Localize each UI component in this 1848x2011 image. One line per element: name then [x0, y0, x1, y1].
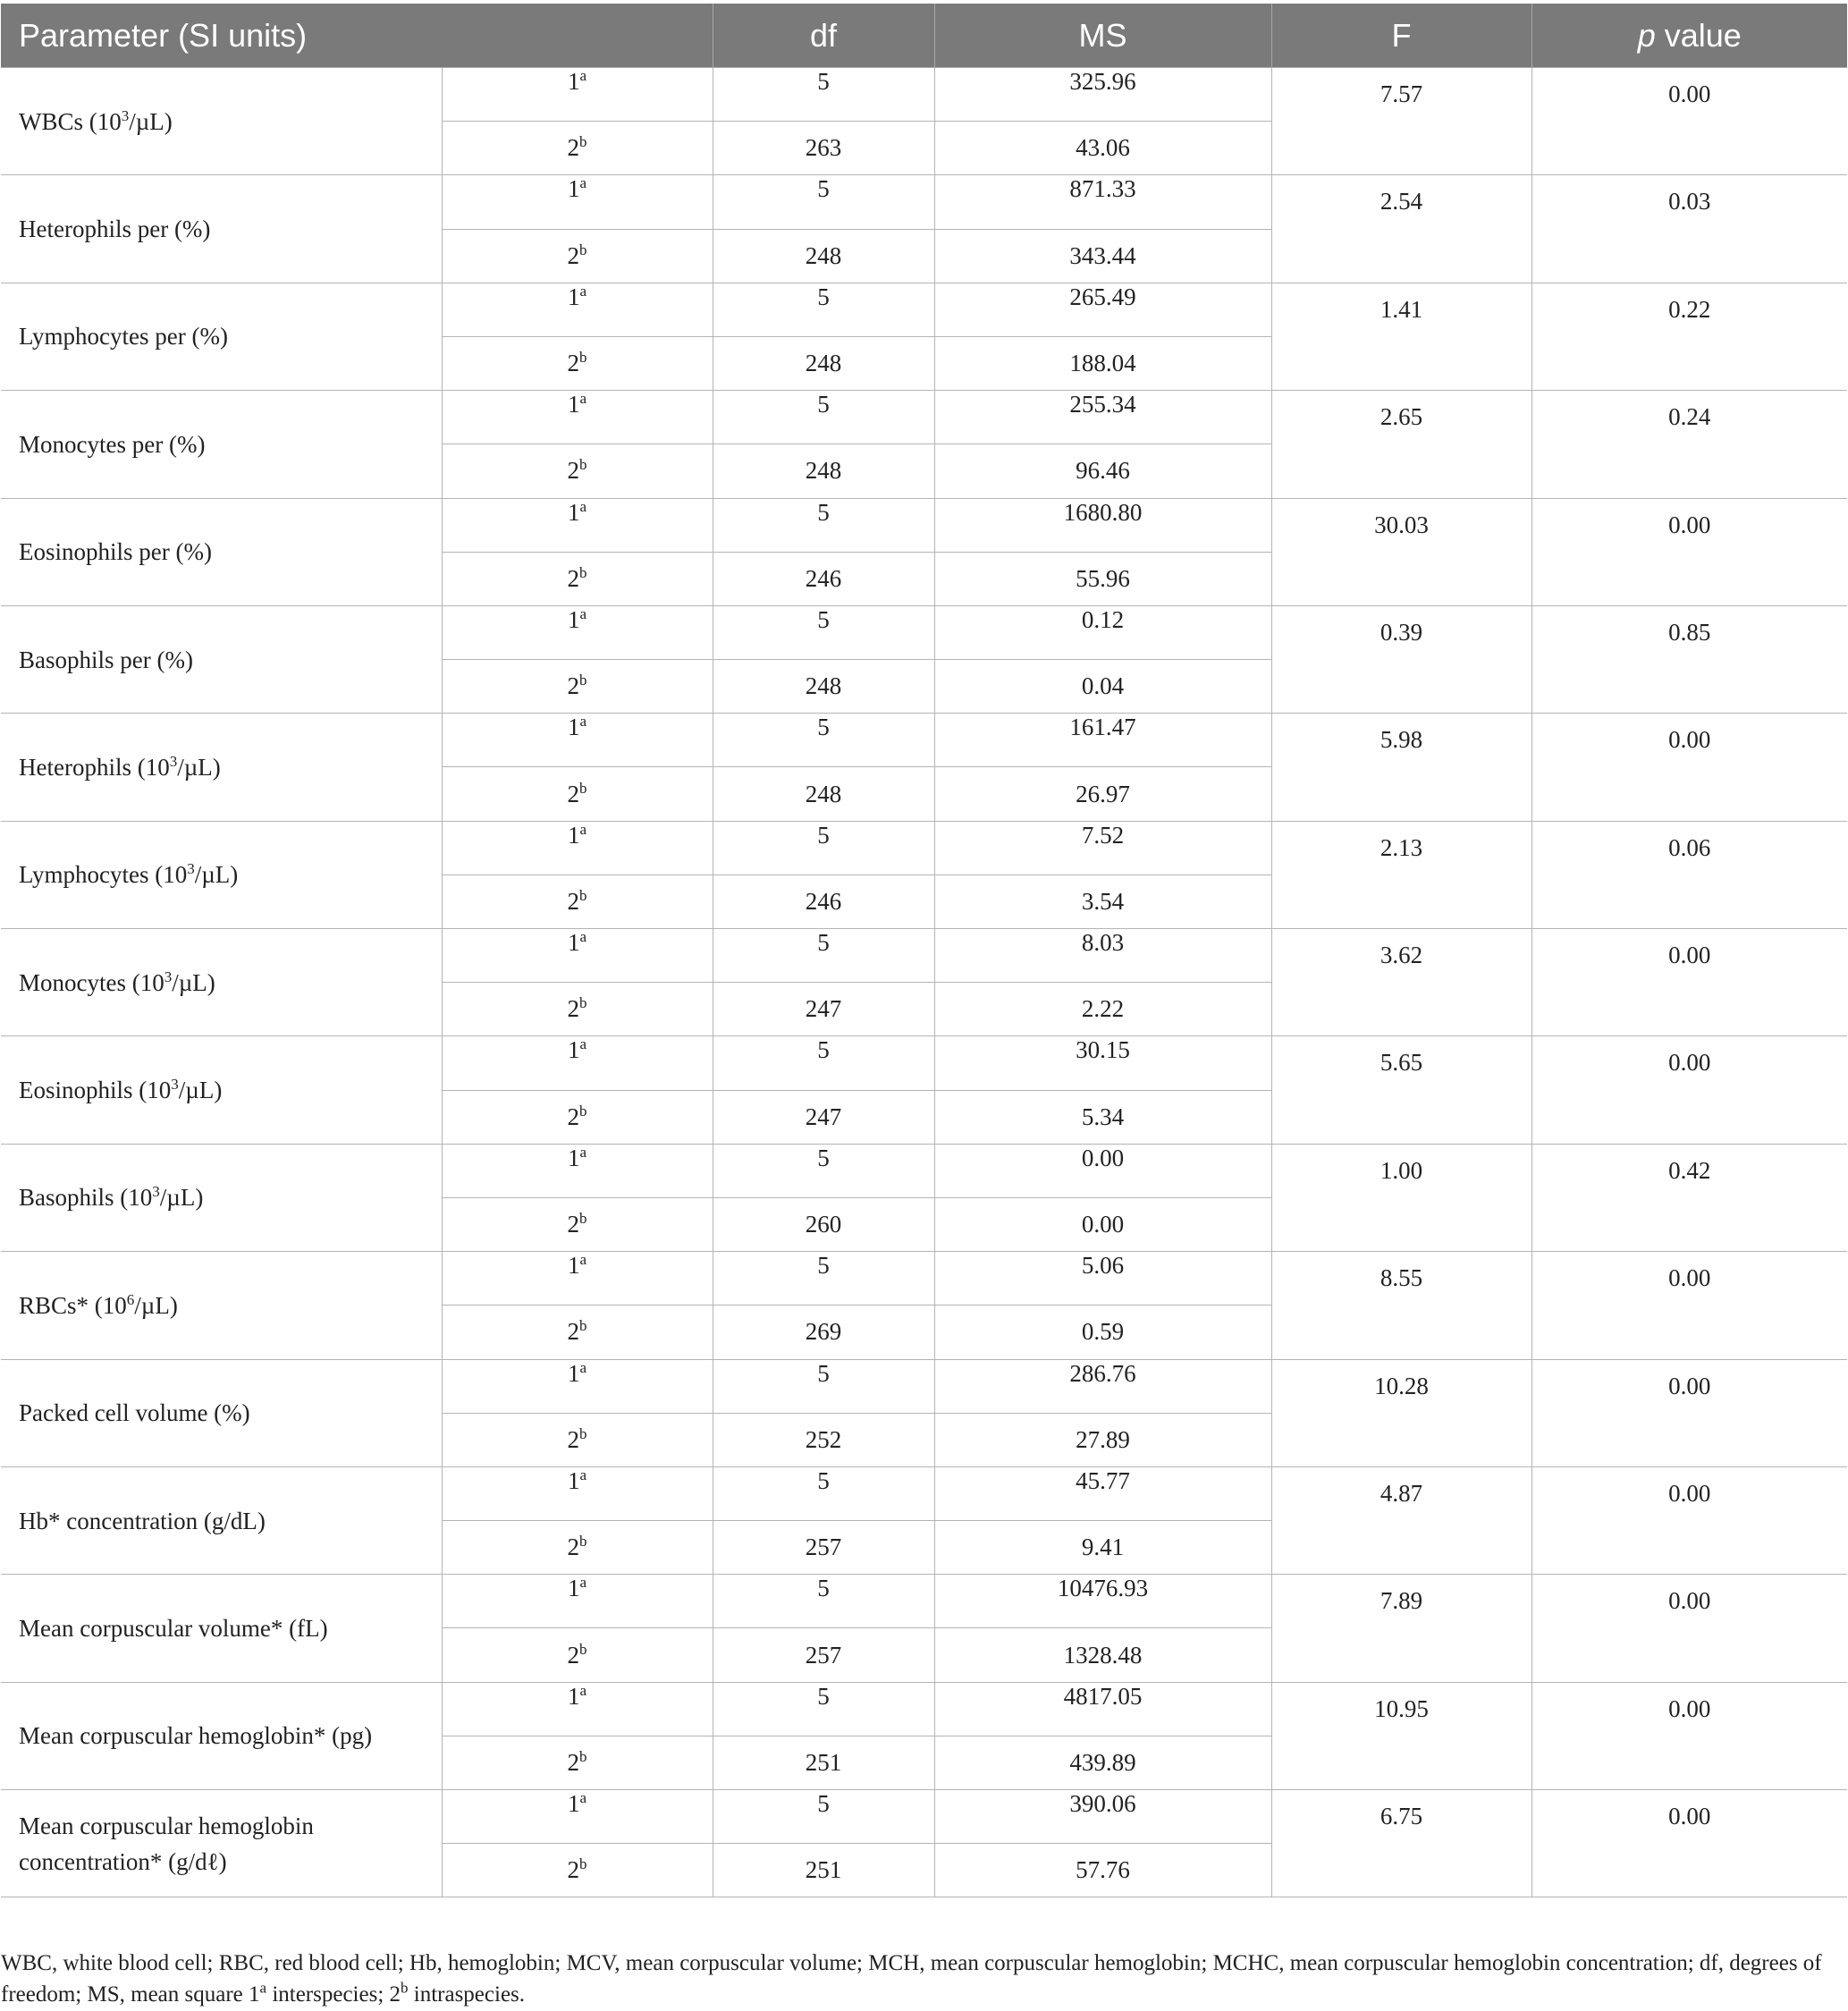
ms-cell: 871.33	[934, 175, 1271, 229]
ms-cell: 5.34	[934, 1090, 1271, 1144]
group-label-number: 2	[567, 887, 579, 915]
ms-cell: 26.97	[934, 767, 1271, 821]
table-row	[1, 1466, 1847, 1520]
group-label-cell	[442, 983, 713, 1036]
ms-cell: 255.34	[934, 391, 1271, 444]
parameter-cell	[1, 391, 442, 498]
ms-cell: 0.04	[934, 660, 1271, 714]
parameter-exponent: 3	[171, 1076, 179, 1094]
parameter-name: Heterophils per (%)	[19, 215, 211, 243]
group-label-cell	[442, 1036, 713, 1090]
group-label-cell	[442, 1682, 713, 1736]
df-cell: 260	[713, 1197, 934, 1251]
f-cell: 30.03	[1271, 498, 1532, 605]
group-label-number: 2	[567, 780, 579, 807]
df-cell: 248	[713, 660, 934, 714]
ms-cell: 43.06	[934, 122, 1271, 175]
f-cell: 0.39	[1271, 605, 1532, 713]
group-label-number: 1	[567, 1036, 580, 1064]
parameter-cell	[1, 498, 442, 605]
parameter-exponent: 3	[164, 967, 173, 985]
df-cell: 251	[713, 1844, 934, 1897]
p-value-cell: 0.42	[1532, 1144, 1847, 1251]
df-cell: 5	[713, 283, 934, 336]
group-label-sup: b	[579, 1102, 587, 1120]
parameter-name: Monocytes per (%)	[19, 430, 206, 458]
parameter-name: Heterophils (10	[19, 753, 170, 781]
anova-table	[1, 4, 1847, 1897]
ms-cell: 265.49	[934, 283, 1271, 336]
group-label-cell	[442, 444, 713, 498]
ms-cell: 96.46	[934, 444, 1271, 498]
parameter-unit: /µL)	[178, 1077, 223, 1104]
p-value-cell: 0.00	[1532, 498, 1847, 605]
group-label-cell	[442, 498, 713, 552]
group-label-cell	[442, 1197, 713, 1251]
df-cell: 246	[713, 552, 934, 605]
group-label-cell	[442, 1575, 713, 1628]
ms-cell: 0.00	[934, 1144, 1271, 1197]
group-label-number: 1	[567, 68, 580, 95]
group-label-number: 2	[567, 672, 579, 700]
df-cell: 5	[713, 1466, 934, 1520]
header-parameter: Parameter (SI units)	[1, 4, 713, 68]
header-p-value	[1532, 4, 1847, 68]
parameter-cell	[1, 283, 442, 390]
parameter-name: Mean corpuscular hemoglobin concentration* (g/dℓ)	[19, 1812, 314, 1875]
table-row	[1, 929, 1847, 983]
p-value-cell: 0.22	[1532, 283, 1847, 390]
parameter-cell	[1, 929, 442, 1036]
table-row	[1, 1144, 1847, 1197]
p-value-cell: 0.00	[1532, 1575, 1847, 1682]
group-label-number: 2	[567, 1211, 579, 1238]
parameter-cell	[1, 821, 442, 928]
group-label-sup: b	[579, 456, 587, 474]
group-label-sup: a	[579, 713, 587, 731]
table-row	[1, 1790, 1847, 1844]
table-row	[1, 68, 1847, 122]
group-label-cell	[442, 68, 713, 122]
parameter-cell	[1, 1036, 442, 1144]
parameter-name: RBCs* (10	[19, 1291, 127, 1319]
group-label-sup: b	[579, 1424, 587, 1442]
group-label-cell	[442, 1144, 713, 1197]
f-cell: 3.62	[1271, 929, 1532, 1036]
group-label-sup: a	[579, 390, 587, 408]
parameter-cell	[1, 1790, 442, 1897]
df-cell: 5	[713, 1682, 934, 1736]
parameter-unit: /µL)	[194, 861, 239, 889]
ms-cell: 0.12	[934, 605, 1271, 659]
df-cell: 247	[713, 983, 934, 1036]
group-label-number: 2	[567, 564, 579, 592]
parameter-name: Eosinophils (10	[19, 1077, 172, 1104]
p-value-cell: 0.00	[1532, 929, 1847, 1036]
group-label-number: 1	[567, 605, 580, 633]
table-footnote	[1, 1948, 1834, 2010]
group-label-sup: a	[579, 1358, 587, 1376]
parameter-exponent: 6	[126, 1290, 135, 1308]
table-row	[1, 283, 1847, 336]
p-value-cell: 0.00	[1532, 1359, 1847, 1466]
ms-cell: 343.44	[934, 229, 1271, 283]
parameter-unit: /µL)	[129, 107, 173, 135]
table-row	[1, 605, 1847, 659]
f-cell: 1.00	[1271, 1144, 1532, 1251]
ms-cell: 0.59	[934, 1305, 1271, 1359]
ms-cell: 1328.48	[934, 1628, 1271, 1682]
parameter-cell	[1, 1575, 442, 1682]
table-body	[1, 68, 1847, 1897]
group-label-sup: a	[579, 1574, 587, 1592]
df-cell: 248	[713, 767, 934, 821]
p-value-cell: 0.85	[1532, 605, 1847, 713]
parameter-name: WBCs (10	[19, 107, 122, 135]
ms-cell: 325.96	[934, 68, 1271, 122]
parameter-name: Mean corpuscular volume* (fL)	[19, 1614, 328, 1642]
df-cell: 5	[713, 821, 934, 875]
parameter-name: Eosinophils per (%)	[19, 538, 212, 566]
group-label-number: 2	[567, 350, 579, 377]
p-value-cell: 0.00	[1532, 68, 1847, 175]
group-label-sup: a	[579, 282, 587, 300]
df-cell: 269	[713, 1305, 934, 1359]
parameter-unit: /µL)	[134, 1291, 178, 1319]
ms-cell: 55.96	[934, 552, 1271, 605]
group-label-cell	[442, 552, 713, 605]
parameter-cell	[1, 68, 442, 175]
group-label-cell	[442, 1252, 713, 1305]
group-label-sup: b	[579, 1747, 587, 1765]
group-label-sup: b	[579, 133, 587, 151]
group-label-number: 1	[567, 821, 580, 849]
group-label-sup: b	[579, 672, 587, 689]
parameter-name: Monocytes (10	[19, 968, 165, 996]
group-label-sup: b	[579, 1533, 587, 1550]
df-cell: 247	[713, 1090, 934, 1144]
group-label-cell	[442, 605, 713, 659]
ms-cell: 9.41	[934, 1521, 1271, 1575]
group-label-number: 2	[567, 995, 579, 1023]
table-row	[1, 1682, 1847, 1736]
group-label-number: 2	[567, 134, 579, 162]
df-cell: 5	[713, 929, 934, 983]
df-cell: 251	[713, 1736, 934, 1789]
group-label-cell	[442, 229, 713, 283]
group-label-number: 2	[567, 1318, 579, 1346]
group-label-number: 1	[567, 1144, 580, 1171]
df-cell: 246	[713, 875, 934, 928]
group-label-cell	[442, 929, 713, 983]
group-label-cell	[442, 1090, 713, 1144]
parameter-name: Hb* concentration (g/dL)	[19, 1507, 266, 1534]
group-label-cell	[442, 391, 713, 444]
group-label-sup: a	[579, 1789, 587, 1806]
p-value-cell: 0.03	[1532, 175, 1847, 283]
group-label-cell	[442, 283, 713, 336]
group-label-sup: b	[579, 241, 587, 258]
group-label-sup: a	[579, 928, 587, 945]
header-row	[1, 4, 1847, 68]
group-label-sup: a	[579, 1035, 587, 1053]
group-label-cell	[442, 660, 713, 714]
f-cell: 7.89	[1271, 1575, 1532, 1682]
group-label-sup: b	[579, 1317, 587, 1335]
ms-cell: 188.04	[934, 336, 1271, 390]
group-label-number: 1	[567, 1359, 580, 1387]
group-label-sup: b	[579, 1855, 587, 1873]
group-label-number: 1	[567, 391, 580, 418]
df-cell: 248	[713, 229, 934, 283]
group-label-sup: b	[579, 349, 587, 367]
group-label-sup: a	[579, 497, 587, 515]
group-label-sup: b	[579, 994, 587, 1012]
header-p-letter: p	[1637, 16, 1656, 54]
df-cell: 5	[713, 498, 934, 552]
ms-cell: 7.52	[934, 821, 1271, 875]
df-cell: 5	[713, 1575, 934, 1628]
f-cell: 5.65	[1271, 1036, 1532, 1144]
f-cell: 2.54	[1271, 175, 1532, 283]
group-label-cell	[442, 1521, 713, 1575]
parameter-cell	[1, 1682, 442, 1789]
p-value-cell: 0.06	[1532, 821, 1847, 928]
header-ms: MS	[934, 4, 1271, 68]
group-label-number: 2	[567, 1856, 579, 1884]
ms-cell: 3.54	[934, 875, 1271, 928]
df-cell: 5	[713, 175, 934, 229]
df-cell: 5	[713, 1144, 934, 1197]
group-label-number: 1	[567, 929, 580, 956]
f-cell: 7.57	[1271, 68, 1532, 175]
df-cell: 5	[713, 605, 934, 659]
f-cell: 1.41	[1271, 283, 1532, 390]
group-label-sup: b	[579, 1640, 587, 1658]
ms-cell: 30.15	[934, 1036, 1271, 1090]
df-cell: 248	[713, 336, 934, 390]
group-label-cell	[442, 1466, 713, 1520]
df-cell: 5	[713, 1036, 934, 1090]
group-label-sup: a	[579, 174, 587, 192]
f-cell: 8.55	[1271, 1252, 1532, 1359]
group-label-number: 1	[567, 714, 580, 741]
group-label-sup: b	[579, 779, 587, 797]
parameter-unit: /µL)	[159, 1184, 204, 1212]
group-label-number: 1	[567, 1790, 580, 1817]
group-label-number: 2	[567, 457, 579, 485]
parameter-name: Mean corpuscular hemoglobin* (pg)	[19, 1722, 373, 1750]
ms-cell: 10476.93	[934, 1575, 1271, 1628]
parameter-unit: /µL)	[177, 753, 221, 781]
parameter-cell	[1, 175, 442, 283]
df-cell: 263	[713, 122, 934, 175]
parameter-name: Packed cell volume (%)	[19, 1399, 250, 1427]
ms-cell: 57.76	[934, 1844, 1271, 1897]
ms-cell: 161.47	[934, 714, 1271, 767]
table-row	[1, 1036, 1847, 1090]
group-label-sup: a	[579, 604, 587, 622]
parameter-unit: /µL)	[172, 968, 215, 996]
table-row	[1, 391, 1847, 444]
header-p-suffix: value	[1655, 16, 1742, 54]
parameter-cell	[1, 1466, 442, 1574]
header-df: df	[713, 4, 934, 68]
group-label-number: 1	[567, 1252, 580, 1280]
df-cell: 5	[713, 1790, 934, 1844]
ms-cell: 2.22	[934, 983, 1271, 1036]
group-label-number: 1	[567, 1575, 580, 1602]
parameter-name: Lymphocytes per (%)	[19, 323, 228, 351]
f-cell: 2.13	[1271, 821, 1532, 928]
group-label-number: 1	[567, 1682, 580, 1710]
df-cell: 5	[713, 391, 934, 444]
ms-cell: 439.89	[934, 1736, 1271, 1789]
footnote-text: WBC, white blood cell; RBC, red blood cell; Hb, hemoglobin; MCV, mean corpuscular volume; MCH, mean corpuscular hemoglobin; MCHC, mean corpuscular hemoglobin concentration; df, degrees of freedom; MS, mean square 1	[1, 1951, 1822, 2007]
table-row	[1, 714, 1847, 767]
ms-cell: 45.77	[934, 1466, 1271, 1520]
group-label-sup: a	[579, 1466, 587, 1483]
group-label-number: 1	[567, 283, 580, 310]
ms-cell: 8.03	[934, 929, 1271, 983]
group-label-cell	[442, 122, 713, 175]
group-label-sup: b	[579, 563, 587, 581]
parameter-cell	[1, 605, 442, 713]
ms-cell: 4817.05	[934, 1682, 1271, 1736]
group-label-sup: a	[579, 1681, 587, 1699]
parameter-exponent: 3	[121, 106, 130, 124]
group-label-cell	[442, 821, 713, 875]
df-cell: 248	[713, 444, 934, 498]
group-label-number: 2	[567, 1425, 579, 1453]
parameter-cell	[1, 1252, 442, 1359]
footnote-sup-b: b	[401, 1979, 409, 1997]
p-value-cell: 0.00	[1532, 714, 1847, 821]
group-label-number: 2	[567, 1534, 579, 1561]
group-label-cell	[442, 1305, 713, 1359]
group-label-cell	[442, 1790, 713, 1844]
group-label-number: 1	[567, 1466, 580, 1494]
table-row	[1, 1575, 1847, 1628]
df-cell: 5	[713, 68, 934, 122]
group-label-number: 2	[567, 1103, 579, 1130]
parameter-cell	[1, 714, 442, 821]
group-label-cell	[442, 1359, 713, 1413]
group-label-number: 1	[567, 498, 580, 526]
group-label-cell	[442, 767, 713, 821]
table-row	[1, 1359, 1847, 1413]
parameter-exponent: 3	[169, 752, 178, 770]
header-f: F	[1271, 4, 1532, 68]
group-label-cell	[442, 1628, 713, 1682]
p-value-cell: 0.00	[1532, 1466, 1847, 1574]
p-value-cell: 0.00	[1532, 1252, 1847, 1359]
group-label-sup: a	[579, 1251, 587, 1269]
group-label-cell	[442, 336, 713, 390]
parameter-name: Lymphocytes (10	[19, 861, 188, 889]
parameter-cell	[1, 1359, 442, 1466]
ms-cell: 286.76	[934, 1359, 1271, 1413]
footnote-end: intraspecies.	[408, 1982, 526, 2007]
group-label-cell	[442, 1413, 713, 1466]
parameter-exponent: 3	[152, 1183, 160, 1201]
group-label-number: 1	[567, 175, 580, 203]
f-cell: 10.95	[1271, 1682, 1532, 1789]
footnote-sup-a: a	[259, 1979, 267, 1997]
df-cell: 5	[713, 1359, 934, 1413]
f-cell: 5.98	[1271, 714, 1532, 821]
p-value-cell: 0.00	[1532, 1682, 1847, 1789]
f-cell: 10.28	[1271, 1359, 1532, 1466]
group-label-cell	[442, 1736, 713, 1789]
p-value-cell: 0.00	[1532, 1036, 1847, 1144]
table-row	[1, 498, 1847, 552]
parameter-name: Basophils per (%)	[19, 646, 193, 673]
group-label-sup: b	[579, 1210, 587, 1228]
ms-cell: 27.89	[934, 1413, 1271, 1466]
footnote-mid: interspecies; 2	[266, 1982, 401, 2007]
group-label-sup: a	[579, 1143, 587, 1161]
parameter-name: Basophils (10	[19, 1184, 153, 1212]
group-label-sup: a	[579, 820, 587, 838]
df-cell: 5	[713, 714, 934, 767]
group-label-cell	[442, 875, 713, 928]
df-cell: 257	[713, 1628, 934, 1682]
p-value-cell: 0.00	[1532, 1790, 1847, 1897]
p-value-cell: 0.24	[1532, 391, 1847, 498]
group-label-cell	[442, 175, 713, 229]
f-cell: 6.75	[1271, 1790, 1532, 1897]
group-label-cell	[442, 1844, 713, 1897]
table-row	[1, 175, 1847, 229]
group-label-number: 2	[567, 241, 579, 269]
f-cell: 4.87	[1271, 1466, 1532, 1574]
group-label-sup: a	[579, 67, 587, 84]
ms-cell: 5.06	[934, 1252, 1271, 1305]
group-label-sup: b	[579, 886, 587, 904]
ms-cell: 1680.80	[934, 498, 1271, 552]
ms-cell: 390.06	[934, 1790, 1271, 1844]
ms-cell: 0.00	[934, 1197, 1271, 1251]
df-cell: 5	[713, 1252, 934, 1305]
f-cell: 2.65	[1271, 391, 1532, 498]
table-row	[1, 1252, 1847, 1305]
parameter-cell	[1, 1144, 442, 1251]
parameter-exponent: 3	[187, 860, 195, 878]
df-cell: 252	[713, 1413, 934, 1466]
df-cell: 257	[713, 1521, 934, 1575]
group-label-number: 2	[567, 1748, 579, 1776]
table-row	[1, 821, 1847, 875]
group-label-cell	[442, 714, 713, 767]
group-label-number: 2	[567, 1641, 579, 1669]
